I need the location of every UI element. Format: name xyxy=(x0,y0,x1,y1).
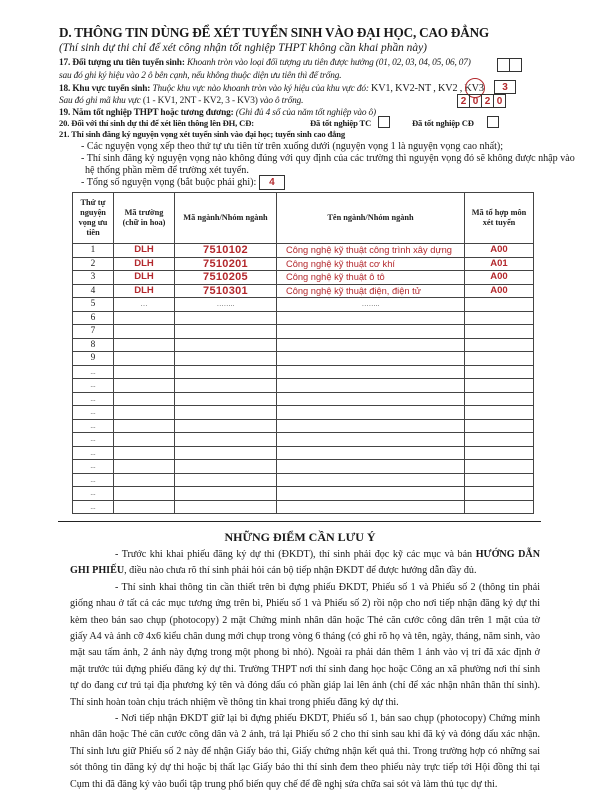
cell-school-code[interactable] xyxy=(114,473,175,487)
cell-major-name[interactable]: Công nghệ kỹ thuật công trình xây dựng xyxy=(277,244,465,258)
cell-order: 9 xyxy=(73,352,114,366)
q17-text-2: sau đó ghi ký hiệu vào 2 ô bên cạnh, nếu không thuộc diện ưu tiên thì để trống. xyxy=(59,71,342,81)
cell-subject-combo[interactable] xyxy=(465,446,534,460)
cell-major-code[interactable] xyxy=(175,487,277,501)
note-paragraph-1 xyxy=(70,547,540,580)
cell-major-code[interactable] xyxy=(175,352,277,366)
q17-line2 xyxy=(59,71,341,81)
header-order: Thứ tự nguyện vọng ưu tiên xyxy=(73,193,114,244)
table-row xyxy=(73,284,534,298)
header-subject-combo: Mã tổ hợp môn xét tuyển xyxy=(465,193,534,244)
cell-school-code[interactable]: DLH xyxy=(114,244,175,258)
cell-subject-combo[interactable] xyxy=(465,298,534,312)
cell-major-name[interactable]: Công nghệ kỹ thuật cơ khí xyxy=(277,257,465,271)
cell-school-code[interactable] xyxy=(114,419,175,433)
cell-school-code[interactable]: DLH xyxy=(114,284,175,298)
table-row xyxy=(73,446,534,460)
cell-subject-combo[interactable] xyxy=(465,311,534,325)
cell-subject-combo[interactable]: A00 xyxy=(465,284,534,298)
table-row xyxy=(73,298,534,312)
cell-major-name[interactable] xyxy=(277,460,465,474)
section-title: D. THÔNG TIN DÙNG ĐỂ XÉT TUYỂN SINH VÀO ĐẠI HỌC, CAO ĐẲNG xyxy=(59,25,489,40)
header-major-code: Mã ngành/Nhóm ngành xyxy=(175,193,277,244)
q20-option-tc-label: Đã tốt nghiệp TC xyxy=(310,118,372,128)
q20-tc-checkbox[interactable] xyxy=(378,116,390,128)
header-school-code: Mã trường (chữ in hoa) xyxy=(114,193,175,244)
cell-major-name[interactable]: Công nghệ kỹ thuật ô tô xyxy=(277,271,465,285)
section-divider xyxy=(58,521,541,522)
table-row xyxy=(73,271,534,285)
q19-year-boxes xyxy=(457,94,506,108)
q20-cd-checkbox[interactable] xyxy=(487,116,499,128)
q19-label: 19. Năm tốt nghiệp THPT hoặc tương đương: xyxy=(59,108,234,118)
q18-text-2a: Sau đó ghi mã khu vực xyxy=(59,96,141,106)
cell-school-code[interactable] xyxy=(114,379,175,393)
cell-school-code[interactable]: DLH xyxy=(114,257,175,271)
cell-order: ... xyxy=(73,500,114,514)
q18-area-box xyxy=(494,80,516,94)
cell-order: 7 xyxy=(73,325,114,339)
cell-subject-combo[interactable] xyxy=(465,460,534,474)
table-row xyxy=(73,352,534,366)
cell-major-code[interactable]: …….. xyxy=(175,298,277,312)
table-header-row xyxy=(73,193,534,244)
cell-major-name[interactable] xyxy=(277,311,465,325)
table-row xyxy=(73,433,534,447)
q18-options: KV1, KV2-NT , KV2 , xyxy=(371,83,463,94)
q18-selected-option[interactable]: KV3 xyxy=(464,83,484,94)
table-row xyxy=(73,392,534,406)
cell-order: 4 xyxy=(73,284,114,298)
cell-subject-combo[interactable] xyxy=(465,419,534,433)
q18-label: 18. Khu vực tuyển sinh: xyxy=(59,84,151,94)
q17-label: 17. Đối tượng ưu tiên tuyển sinh: xyxy=(59,58,185,68)
q21-note-2a: - Thí sinh đăng ký nguyện vọng nào không đúng với quy định của các trường thì nguyện vọng đó sẽ không được nhập vào xyxy=(81,153,575,164)
cell-major-code[interactable] xyxy=(175,406,277,420)
cell-order: ... xyxy=(73,365,114,379)
cell-major-code[interactable]: 7510301 xyxy=(175,284,277,298)
cell-order: 1 xyxy=(73,244,114,258)
cell-order: 2 xyxy=(73,257,114,271)
table-row xyxy=(73,365,534,379)
q18-line1 xyxy=(59,83,484,94)
cell-subject-combo[interactable] xyxy=(465,473,534,487)
note-1-text: - Trước khi khai phiếu đăng ký dự thi (ĐKDT), thí sinh phải đọc kỹ các mục và bản xyxy=(115,549,476,560)
cell-order: ... xyxy=(73,379,114,393)
cell-major-code[interactable]: 7510205 xyxy=(175,271,277,285)
cell-major-name[interactable] xyxy=(277,365,465,379)
note-1-bold: HƯỚNG DẪN GHI PHIẾU xyxy=(70,549,540,577)
cell-subject-combo[interactable] xyxy=(465,338,534,352)
q17-priority-boxes xyxy=(497,58,522,72)
q19-line xyxy=(59,108,376,118)
cell-major-name[interactable] xyxy=(277,500,465,514)
q21-total-label: - Tổng số nguyện vọng (bắt buộc phải ghi): xyxy=(81,176,257,188)
cell-school-code[interactable] xyxy=(114,500,175,514)
cell-major-code[interactable] xyxy=(175,473,277,487)
cell-major-name[interactable] xyxy=(277,338,465,352)
cell-order: ... xyxy=(73,433,114,447)
table-row xyxy=(73,500,534,514)
q20-line xyxy=(59,118,254,128)
cell-major-code[interactable] xyxy=(175,365,277,379)
q17-box[interactable] xyxy=(509,58,522,72)
q21-total xyxy=(81,175,285,190)
cell-major-name[interactable]: Công nghệ kỹ thuật điện, điện tử xyxy=(277,284,465,298)
cell-subject-combo[interactable] xyxy=(465,487,534,501)
q19-digit[interactable]: 0 xyxy=(469,94,482,108)
cell-subject-combo[interactable] xyxy=(465,433,534,447)
cell-order: ... xyxy=(73,460,114,474)
q20-option-tc xyxy=(310,118,371,128)
q21-total-value[interactable]: 4 xyxy=(259,175,285,190)
cell-major-code[interactable]: 7510201 xyxy=(175,257,277,271)
q18-text-2b: vào ô trống. xyxy=(259,96,304,106)
cell-school-code[interactable] xyxy=(114,392,175,406)
cell-major-name[interactable] xyxy=(277,392,465,406)
q21-label: 21. Thí sinh đăng ký nguyện vọng xét tuyển sinh vào đại học; tuyển sinh cao đẳng xyxy=(59,129,346,139)
cell-school-code[interactable] xyxy=(114,406,175,420)
cell-order: ... xyxy=(73,473,114,487)
cell-subject-combo[interactable] xyxy=(465,325,534,339)
cell-subject-combo[interactable] xyxy=(465,365,534,379)
table-row xyxy=(73,379,534,393)
cell-order: ... xyxy=(73,446,114,460)
cell-major-name[interactable] xyxy=(277,473,465,487)
table-row xyxy=(73,406,534,420)
cell-major-name[interactable] xyxy=(277,446,465,460)
table-row xyxy=(73,338,534,352)
cell-major-name[interactable] xyxy=(277,487,465,501)
cell-order: ... xyxy=(73,487,114,501)
cell-order: ... xyxy=(73,406,114,420)
table-row xyxy=(73,473,534,487)
cell-school-code[interactable] xyxy=(114,338,175,352)
q19-digit[interactable]: 0 xyxy=(493,94,506,108)
header-major-name: Tên ngành/Nhóm ngành xyxy=(277,193,465,244)
q20-option-cd xyxy=(412,118,474,128)
cell-major-code[interactable]: 7510102 xyxy=(175,244,277,258)
cell-subject-combo[interactable]: A00 xyxy=(465,271,534,285)
cell-subject-combo[interactable] xyxy=(465,379,534,393)
cell-school-code[interactable] xyxy=(114,365,175,379)
cell-subject-combo[interactable] xyxy=(465,500,534,514)
q18-codes: (1 - KV1, 2NT - KV2, 3 - KV3) xyxy=(142,96,258,106)
note-paragraph-2: - Thí sinh khai thông tin cần thiết trên bì đựng phiếu ĐKDT, Phiếu số 1 và Phiếu số 2 (thông tin phải giống nhau ở tất cả các mục tương ứng trên bì, Phiếu số 1 và Phiếu số 2) rồi nộp cho nơi tiếp nhận đăng ký dự thi kèm theo bản sao chụp (photocopy) 2 mặt Chứng minh nhân dân hoặc Thẻ căn cước công dân trên 1 mặt của tờ giấy A4 và ảnh cỡ 4x6 kiểu chân dung mới chụp trong vòng 6 tháng (có ghi rõ họ và tên, ngày, tháng, năm sinh, vào mặt sau tấm ảnh, 2 ảnh này đựng trong một phong bì nhỏ). Ngoài ra phải dán thêm 1 ảnh vào vị trí đã xác định ở mặt trước túi đựng phiếu đăng ký dự thi. Trường THPT nơi thí sinh đang học hoặc Công an xã phường nơi thí sinh tự do đang cư trú tại địa phương ký tên và đóng dấu có phần giáp lai lên ảnh (chỉ để xác nhận nhân thân thí sinh). Thí sinh hoàn toàn chịu trách nhiệm về thông tin khai trong phiếu đăng ký dự thi. xyxy=(70,581,540,708)
table-row xyxy=(73,244,534,258)
cell-order: ... xyxy=(73,392,114,406)
cell-subject-combo[interactable] xyxy=(465,406,534,420)
cell-subject-combo[interactable] xyxy=(465,352,534,366)
note-1-text-end: , điều nào chưa rõ thí sinh phải hỏi cán bộ tiếp nhận ĐKDT để được hướng dẫn đầy đủ. xyxy=(124,565,477,577)
q18-text: Thuộc khu vực nào khoanh tròn vào ký hiệu của khu vực đó: xyxy=(152,84,369,94)
q21-line xyxy=(59,129,345,139)
note-paragraph-3: - Nơi tiếp nhận ĐKDT giữ lại bì đựng phiếu ĐKDT, Phiếu số 1, bản sao chụp (photocopy) Chứng minh nhân dân hoặc Thẻ căn cước công dân và 2 ảnh, trả lại Phiếu số 2 cho thí sinh sau khi đã ký và đóng dấu xác nhận. Thí sinh lưu giữ Phiếu số 2 này để nhận Giấy báo thi, Giấy chứng nhận kết quả thi. Trong trường hợp có những sai sót thông tin đăng ký dự thi hoặc bị thất lạc Giấy báo thi thí sinh đem theo phiếu này trực tiếp tới Hội đồng thi tại Cụm thi đã đăng ký vào buổi tập trung phổ biến quy chế để đề nghị sửa chữa sai sót và làm thủ tục dự thi. xyxy=(70,713,540,790)
q20-option-cd-label: Đã tốt nghiệp CĐ xyxy=(412,118,474,128)
cell-order: 8 xyxy=(73,338,114,352)
cell-major-code[interactable] xyxy=(175,379,277,393)
wish-table xyxy=(72,192,534,514)
table-body xyxy=(73,244,534,514)
cell-major-name[interactable] xyxy=(277,325,465,339)
q18-value[interactable]: 3 xyxy=(494,80,516,94)
cell-school-code[interactable]: … xyxy=(114,298,175,312)
cell-school-code[interactable] xyxy=(114,352,175,366)
q18-line2 xyxy=(59,96,303,106)
q19-digit[interactable]: 2 xyxy=(457,94,470,108)
cell-subject-combo[interactable]: A01 xyxy=(465,257,534,271)
cell-major-name[interactable] xyxy=(277,352,465,366)
cell-major-code[interactable] xyxy=(175,500,277,514)
table-row xyxy=(73,419,534,433)
q19-hint: (Ghi đủ 4 số của năm tốt nghiệp vào ô) xyxy=(235,108,376,118)
cell-school-code[interactable] xyxy=(114,446,175,460)
cell-order: ... xyxy=(73,419,114,433)
q17-text: Khoanh tròn vào loại đối tượng ưu tiên được hưởng (01, 02, 03, 04, 05, 06, 07) xyxy=(186,58,471,68)
cell-major-name[interactable] xyxy=(277,433,465,447)
cell-school-code[interactable]: DLH xyxy=(114,271,175,285)
cell-school-code[interactable] xyxy=(114,433,175,447)
cell-major-code[interactable] xyxy=(175,419,277,433)
table-row xyxy=(73,325,534,339)
q17-line1 xyxy=(59,58,471,68)
cell-subject-combo[interactable]: A00 xyxy=(465,244,534,258)
cell-major-name[interactable] xyxy=(277,379,465,393)
cell-major-name[interactable]: …….. xyxy=(277,298,465,312)
section-subtitle: (Thí sinh dự thi chỉ để xét công nhận tốt nghiệp THPT không cần khai phần này) xyxy=(59,42,427,54)
q19-digit[interactable]: 2 xyxy=(481,94,494,108)
q21-note-2b: hệ thống phần mềm để trường xét tuyển. xyxy=(85,165,249,176)
cell-order: 5 xyxy=(73,298,114,312)
notes-title: NHỮNG ĐIỂM CẦN LƯU Ý xyxy=(224,530,376,544)
cell-major-code[interactable] xyxy=(175,325,277,339)
cell-school-code[interactable] xyxy=(114,460,175,474)
table-row xyxy=(73,311,534,325)
notes-body xyxy=(70,547,540,793)
cell-school-code[interactable] xyxy=(114,325,175,339)
cell-major-code[interactable] xyxy=(175,338,277,352)
cell-major-code[interactable] xyxy=(175,392,277,406)
cell-subject-combo[interactable] xyxy=(465,392,534,406)
cell-major-name[interactable] xyxy=(277,419,465,433)
cell-school-code[interactable] xyxy=(114,311,175,325)
cell-school-code[interactable] xyxy=(114,487,175,501)
cell-major-name[interactable] xyxy=(277,406,465,420)
cell-major-code[interactable] xyxy=(175,311,277,325)
table-row xyxy=(73,487,534,501)
cell-major-code[interactable] xyxy=(175,460,277,474)
table-row xyxy=(73,257,534,271)
cell-major-code[interactable] xyxy=(175,446,277,460)
cell-order: 3 xyxy=(73,271,114,285)
q21-note-1: - Các nguyện vọng xếp theo thứ tự ưu tiên từ trên xuống dưới (nguyện vọng 1 là nguyện vọng cao nhất); xyxy=(81,141,504,152)
cell-order: 6 xyxy=(73,311,114,325)
cell-major-code[interactable] xyxy=(175,433,277,447)
q20-label: 20. Đối với thí sinh dự thi để xét liên thông lên ĐH, CĐ: xyxy=(59,118,254,128)
table-row xyxy=(73,460,534,474)
